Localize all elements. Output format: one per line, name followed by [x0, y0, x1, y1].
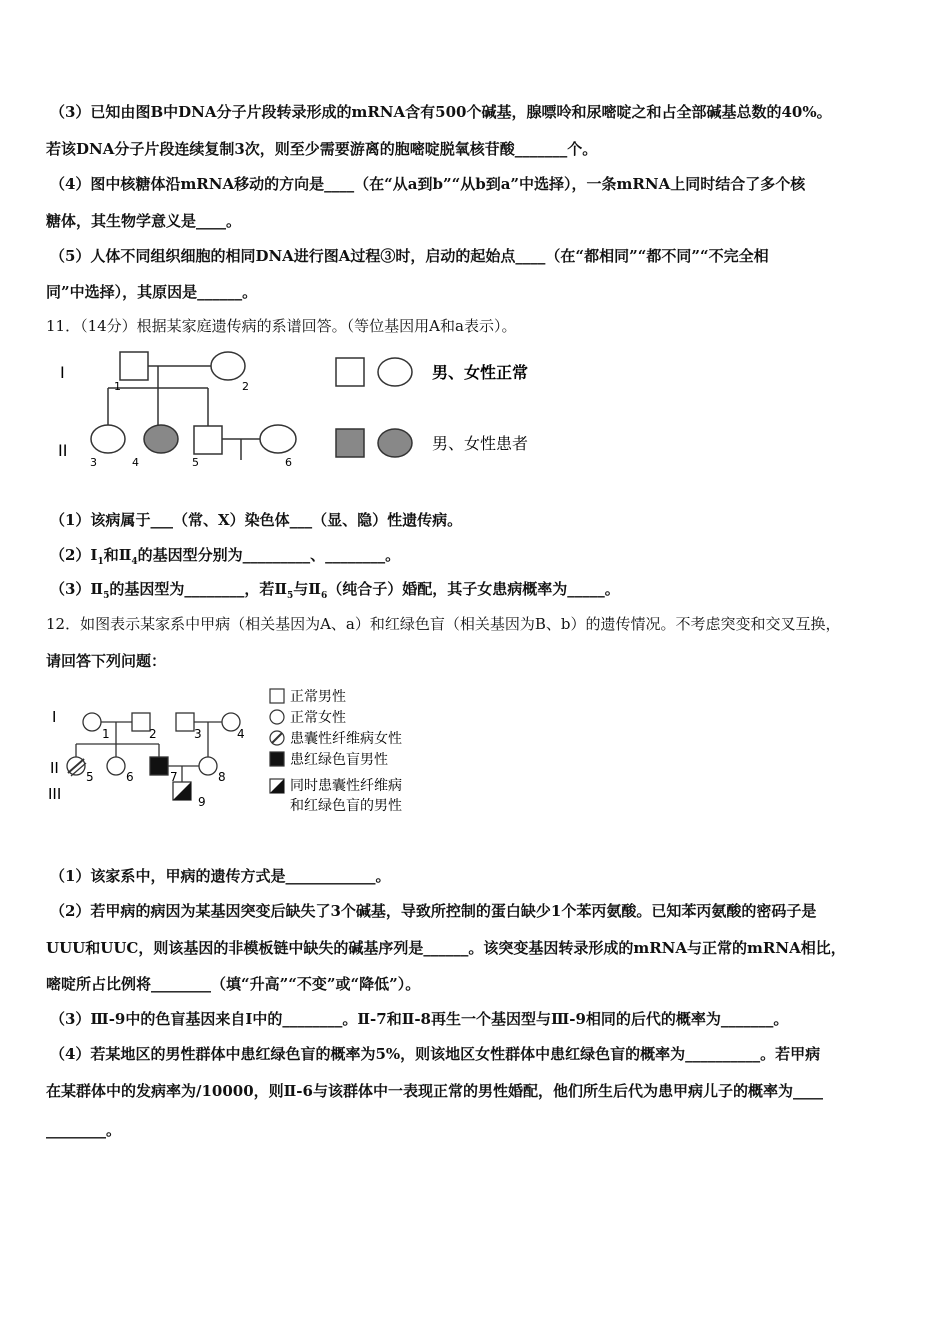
q11-1: （1）该病属于___（常、X）染色体___（显、隐）性遗传病。: [50, 511, 463, 529]
legend-affected-text: 男、女性患者: [432, 434, 529, 453]
f2-label-9: 9: [198, 795, 206, 809]
f2-legend-5a: 同时患囊性纤维病: [290, 778, 402, 794]
f2-legend-5b: 和红绿色盲的男性: [290, 798, 402, 814]
sub-5: 5: [103, 591, 110, 601]
sub-4: 4: [131, 557, 138, 567]
f2-label-2: 2: [149, 727, 157, 741]
II-4-affected-female: [144, 425, 178, 453]
q10-3-line1: （3）已知由图B中DNA分子片段转录形成的mRNA含有500个碱基，腺嘌呤和尿嘧啶之和占全部碱基总数的40%。: [50, 103, 832, 121]
label-II-5: 5: [192, 456, 199, 469]
f2-I-1-female: [83, 713, 101, 731]
q11-2-a: （2）Ⅰ: [50, 546, 98, 564]
q11-3-b: 的基因型为________，若Ⅱ: [109, 580, 288, 598]
q12-4-line1: （4）若某地区的男性群体中患红绿色盲的概率为5%，则该地区女性群体中患红绿色盲的概率为__________。若甲病: [50, 1045, 821, 1063]
f2-legend-1: 正常男性: [290, 689, 346, 705]
q11-3-c: 与Ⅱ: [293, 580, 321, 598]
f2-legend-male: [270, 689, 284, 703]
q10-5-line2: 同”中选择），其原因是______。: [46, 283, 258, 301]
II-3-female: [91, 425, 125, 453]
f2-legend-2: 正常女性: [290, 710, 346, 726]
gen-label-I: I: [60, 363, 65, 382]
I-2-female: [211, 352, 245, 380]
q12-4-line2: 在某群体中的发病率为/10000，则Ⅱ-6与该群体中一表现正常的男性婚配，他们所生后代为患甲病儿子的概率为____: [46, 1082, 823, 1100]
f2-I-3-male: [176, 713, 194, 731]
q11-3-a: （3）Ⅱ: [50, 580, 104, 598]
f2-legend-4: 患红绿色盲男性: [290, 752, 388, 768]
q12-1: （1）该家系中，甲病的遗传方式是____________。: [50, 867, 391, 885]
f2-label-6: 6: [126, 770, 134, 784]
gen2-label-III: III: [48, 785, 62, 803]
II-5-male: [194, 426, 222, 454]
label-II-6: 6: [285, 456, 292, 469]
q12-title-2: 请回答下列问题：: [46, 652, 167, 670]
q11-title-text: 11．（14分）根据某家庭遗传病的系谱回答。（等位基因用A和a表示）。: [46, 317, 517, 335]
II-6-female: [260, 425, 296, 453]
q10-4-line2: 糖体，其生物学意义是____。: [46, 212, 242, 230]
legend-affected-female: [378, 429, 412, 457]
f2-legend-female: [270, 710, 284, 724]
pedigree-figure-1: [50, 340, 570, 480]
q11-2: [50, 545, 914, 572]
legend-normal-text: 男、女性正常: [432, 363, 529, 382]
q12-2-line1: （2）若甲病的病因为某基因突变后缺失了3个碱基，导致所控制的蛋白缺少1个苯丙氨酸。已知苯丙氨酸的密码子是: [50, 902, 817, 920]
q12-4-line3: ________。: [46, 1121, 122, 1139]
gen-label-II: II: [58, 441, 68, 460]
legend-normal-male: [336, 358, 364, 386]
label-II-4: 4: [132, 456, 139, 469]
I-1-male: [120, 352, 148, 380]
legend-normal-female: [378, 358, 412, 386]
label-II-3: 3: [90, 456, 97, 469]
label-I-1: 1: [114, 380, 121, 393]
sub-1: 1: [97, 557, 104, 567]
f2-label-5: 5: [86, 770, 94, 784]
q11-title: [46, 316, 914, 336]
legend-affected-male: [336, 429, 364, 457]
f2-label-8: 8: [218, 770, 226, 784]
f2-label-7: 7: [170, 770, 178, 784]
q12-3: （3）Ⅲ-9中的色盲基因来自Ⅰ中的________。Ⅱ-7和Ⅱ-8再生一个基因型与Ⅲ-9相同的后代的概率为_______。: [50, 1010, 789, 1028]
q12-2-line2: UUU和UUC，则该基因的非模板链中缺失的碱基序列是______。该突变基因转录形成的mRNA与正常的mRNA相比，: [46, 939, 846, 957]
q12-title-text: 12．如图表示某家系中甲病（相关基因为A、a）和红绿色盲（相关基因为B、b）的遗传情况。不考虑突变和交叉互换，: [46, 615, 841, 633]
f2-II-6-female: [107, 757, 125, 775]
f2-legend-cb-male: [270, 752, 284, 766]
sub-5b: 5: [287, 591, 294, 601]
q12-2-line3: 嘧啶所占比例将________（填“升高”“不变”或“降低”）。: [46, 975, 421, 993]
f2-legend-3: 患囊性纤维病女性: [290, 731, 402, 747]
q10-4-line1: （4）图中核糖体沿mRNA移动的方向是____（在“从a到b”“从b到a”中选择），一条mRNA上同时结合了多个核: [50, 175, 806, 193]
q11-3-d: （纯合子）婚配，其子女患病概率为_____。: [327, 580, 620, 598]
q11-2-b: 和Ⅱ: [103, 546, 132, 564]
f2-II-7-cb-male: [150, 757, 168, 775]
f2-II-8-female: [199, 757, 217, 775]
f2-label-4: 4: [237, 727, 245, 741]
f2-label-3: 3: [194, 727, 202, 741]
gen2-label-II: II: [50, 759, 59, 777]
gen2-label-I: I: [52, 708, 57, 726]
q12-title: [46, 614, 914, 634]
q11-3: [50, 579, 914, 606]
q10-3-line2: 若该DNA分子片段连续复制3次，则至少需要游离的胞嘧啶脱氧核苷酸_______个。: [46, 140, 598, 158]
q10-5-line1: （5）人体不同组织细胞的相同DNA进行图A过程③时，启动的起始点____（在“都相同”“都不同”“不完全相: [50, 247, 769, 265]
sub-6: 6: [320, 591, 328, 601]
label-I-2: 2: [242, 380, 249, 393]
pedigree-figure-2: [46, 682, 446, 822]
q11-2-c: 的基因型分别为_________、________。: [137, 546, 401, 564]
f2-I-2-male: [132, 713, 150, 731]
f2-label-1: 1: [102, 727, 110, 741]
